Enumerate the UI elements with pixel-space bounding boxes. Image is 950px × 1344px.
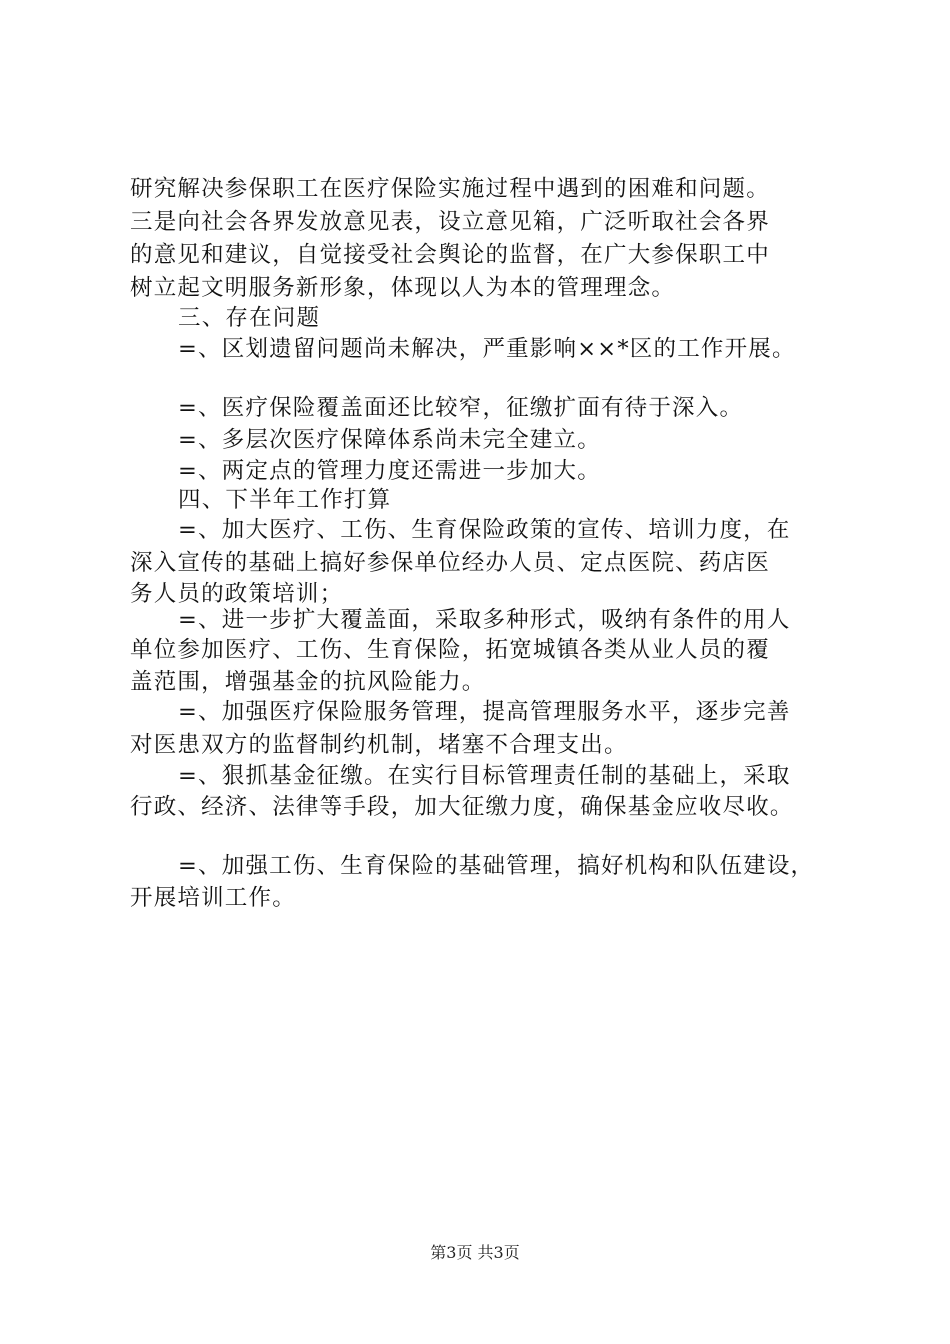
body-line-19: =、狠抓基金征缴。在实行目标管理责任制的基础上，采取 <box>178 763 791 789</box>
page-number-footer: 第3页 共3页 <box>430 1243 520 1262</box>
body-line-12: 深入宣传的基础上搞好参保单位经办人员、定点医院、药店医 <box>130 550 770 576</box>
body-line-2: 三是向社会各界发放意见表，设立意见箱，广泛听取社会各界 <box>130 209 770 235</box>
body-line-13: 务人员的政策培训； <box>130 581 344 607</box>
body-line-16: 盖范围，增强基金的抗风险能力。 <box>130 669 486 695</box>
body-line-7: =、医疗保险覆盖面还比较窄，征缴扩面有待于深入。 <box>178 395 744 421</box>
body-line-9: =、两定点的管理力度还需进一步加大。 <box>178 458 601 484</box>
body-line-18: 对医患双方的监督制约机制，堵塞不合理支出。 <box>130 732 628 758</box>
body-line-15: 单位参加医疗、工伤、生育保险，拓宽城镇各类从业人员的覆 <box>130 637 770 663</box>
body-line-14: =、进一步扩大覆盖面，采取多种形式，吸纳有条件的用人 <box>178 607 791 633</box>
body-line-21: =、加强工伤、生育保险的基础管理，搞好机构和队伍建设， <box>178 853 815 879</box>
body-line-17: =、加强医疗保险服务管理，提高管理服务水平，逐步完善 <box>178 699 791 725</box>
body-line-1: 研究解决参保职工在医疗保险实施过程中遇到的困难和问题。 <box>130 176 770 202</box>
body-line-20: 行政、经济、法律等手段，加大征缴力度，确保基金应收尽收。 <box>130 794 794 820</box>
body-line-22: 开展培训工作。 <box>130 885 296 911</box>
body-line-11: =、加大医疗、工伤、生育保险政策的宣传、培训力度，在 <box>178 517 791 543</box>
section-heading-issues: 三、存在问题 <box>178 305 321 331</box>
body-line-3: 的意见和建议，自觉接受社会舆论的监督，在广大参保职工中 <box>130 242 770 268</box>
body-line-6: =、区划遗留问题尚未解决，严重影响××*区的工作开展。 <box>178 336 796 362</box>
body-line-8: =、多层次医疗保障体系尚未完全建立。 <box>178 427 601 453</box>
section-heading-plans: 四、下半年工作打算 <box>178 487 392 513</box>
body-line-4: 树立起文明服务新形象，体现以人为本的管理理念。 <box>130 275 676 301</box>
